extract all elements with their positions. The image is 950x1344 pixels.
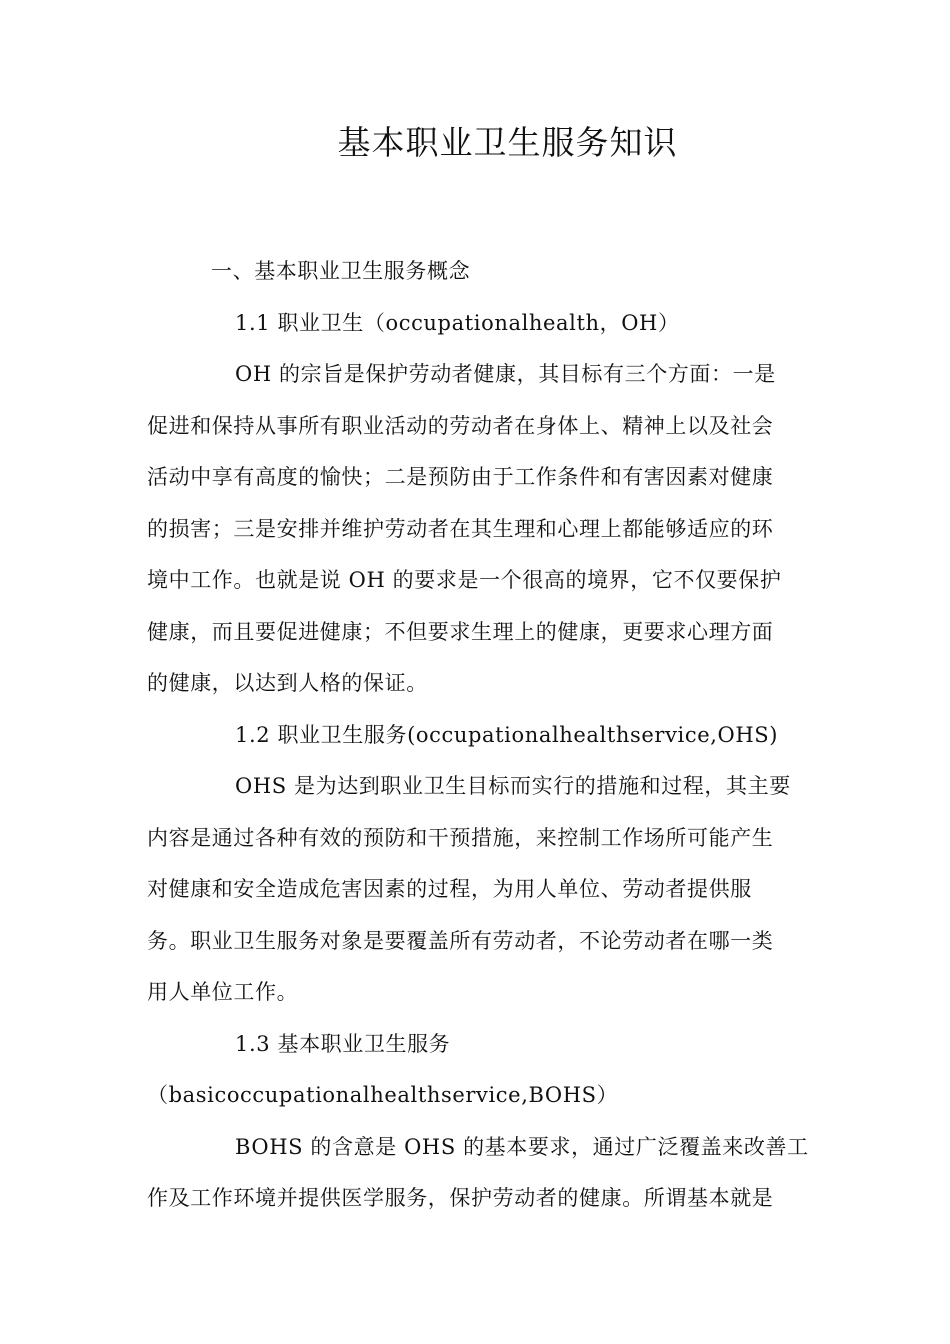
text-line: 务。职业卫生服务对象是要覆盖所有劳动者，不论劳动者在哪一类 [147,928,774,953]
text-line: 1.2 职业卫生服务(occupationalhealthservice,OHS) [235,722,779,747]
text-line: OH 的宗旨是保护劳动者健康，其目标有三个方面：一是 [235,362,776,386]
text-line: 境中工作。也就是说 OH 的要求是一个很高的境界，它不仅要保护 [147,568,782,592]
text-line: 对健康和安全造成危害因素的过程，为用人单位、劳动者提供服 [147,877,752,901]
text-line: 的损害；三是安排并维护劳动者在其生理和心理上都能够适应的环 [147,516,774,541]
text-line: BOHS 的含意是 OHS 的基本要求，通过广泛覆盖来改善工 [235,1134,809,1159]
text-line: 作及工作环境并提供医学服务，保护劳动者的健康。所谓基本就是 [147,1186,774,1210]
text-line: 活动中享有高度的愉快；二是预防由于工作条件和有害因素对健康 [147,465,774,489]
text-line: （basicoccupationalhealthservice,BOHS） [147,1083,619,1107]
text-line: OHS 是为达到职业卫生目标而实行的措施和过程，其主要 [235,774,791,798]
text-line: 内容是通过各种有效的预防和干预措施，来控制工作场所可能产生 [147,825,774,850]
text-line: 1.3 基本职业卫生服务 [235,1031,451,1056]
document-title: 基本职业卫生服务知识 [337,123,678,162]
text-line: 1.1 职业卫生（occupationalhealth，OH） [235,310,680,335]
text-line: 健康，而且要促进健康；不但要求生理上的健康，更要求心理方面 [147,619,774,644]
section-heading: 一、基本职业卫生服务概念 [211,259,471,283]
text-line: 促进和保持从事所有职业活动的劳动者在身体上、精神上以及社会 [147,413,774,438]
document-body [147,246,809,1225]
text-line: 的健康，以达到人格的保证。 [147,671,428,695]
text-line: 用人单位工作。 [147,980,299,1004]
